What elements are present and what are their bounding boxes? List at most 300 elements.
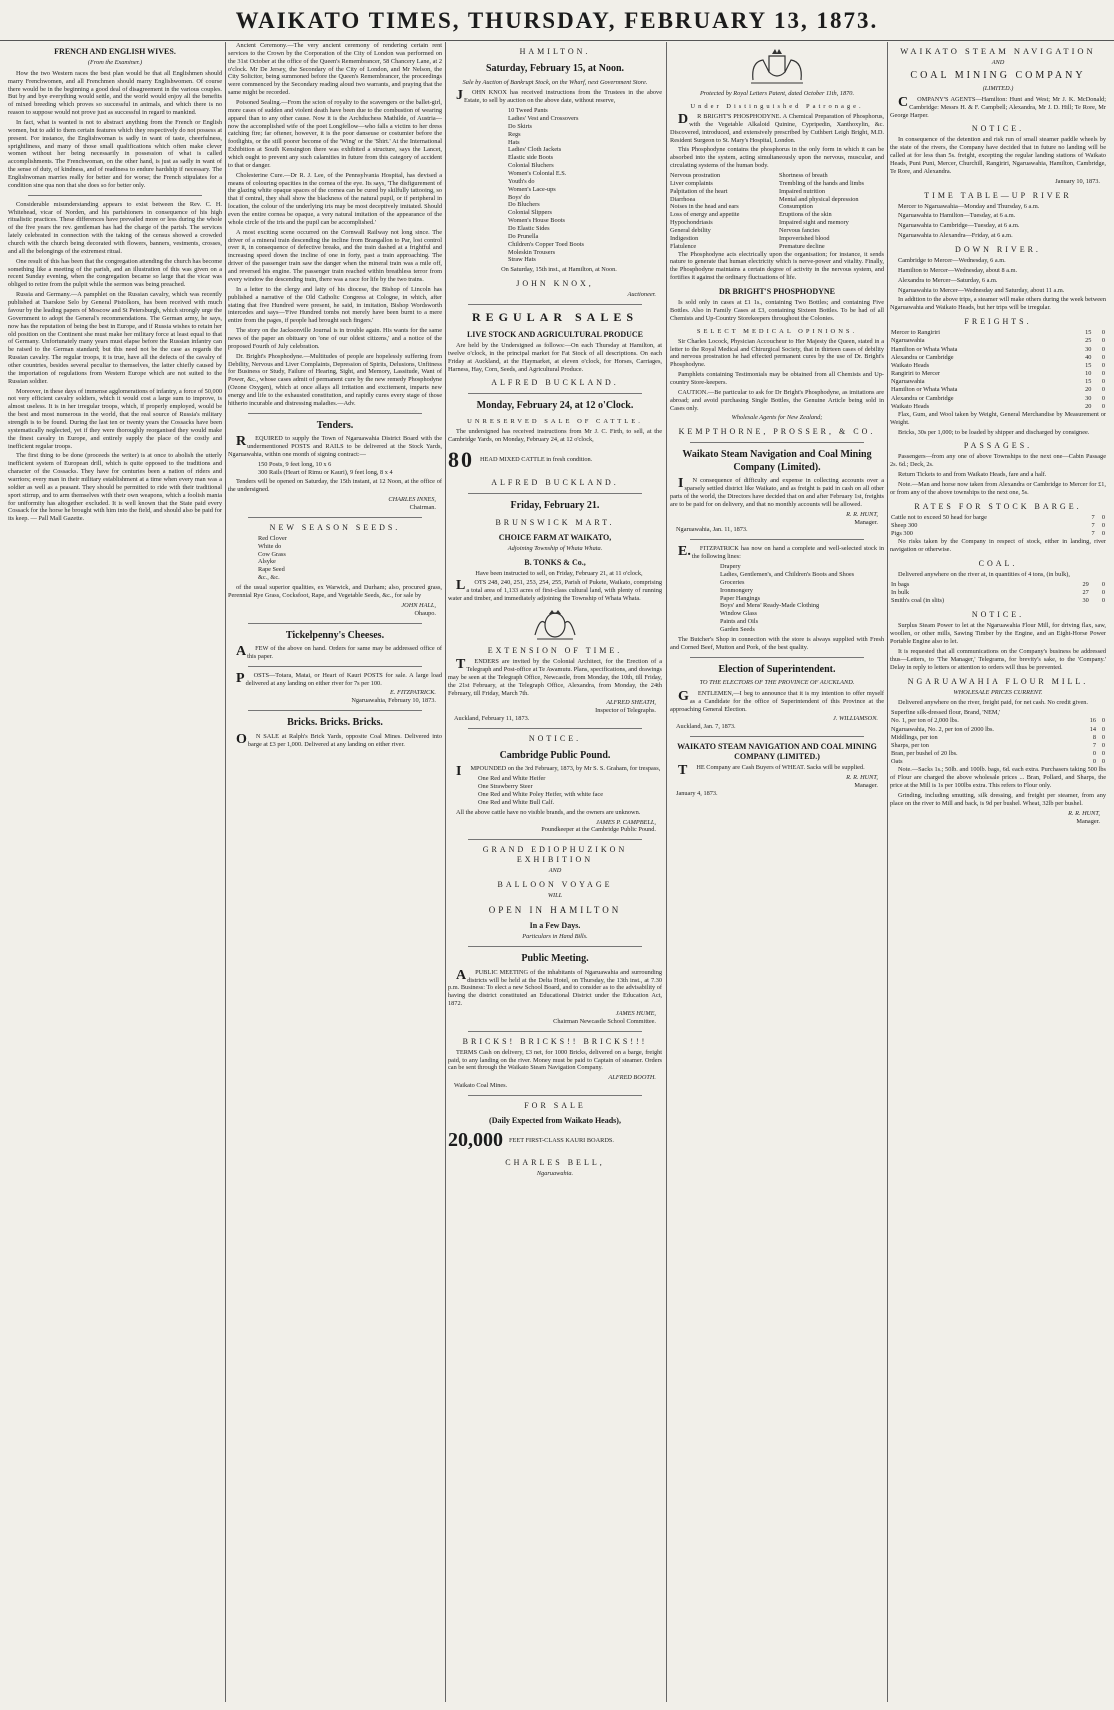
norisks-body: No risks taken by the Company in respect of stock, either in landing, river navigation or otherwise. (890, 538, 1106, 554)
extension-body: TENDERS are invited by the Colonial Architect, for the Erection of a Telegraph and Post-office at Te Awamutu. Plans, specifications, and drawings may be seen at the Telegraph Office, Newcastle, from Monday, the 10th, till Friday, the 21st February, at the Telegraph Office, Alexandra, from Monday, the 24th February, till Friday, March 7th. (448, 657, 662, 697)
table-cell-pence: 0 (1101, 329, 1105, 337)
cheeses-body: AFEW of the above on hand. Orders for same may be addressed office of this paper. (236, 644, 442, 660)
wholesale-heading: WHOLESALE PRICES CURRENT. (953, 688, 1043, 696)
tenders-heading: Tenders. (316, 419, 354, 431)
signature: CHARLES INNES, (388, 496, 436, 504)
cattle-number: 80 (448, 446, 474, 472)
exhibition-particulars: Particulars in Hand Bills. (522, 933, 588, 941)
auction-place: HAMILTON. (519, 47, 591, 56)
cattle-sale-sub: UNRESERVED SALE OF CATTLE. (467, 417, 643, 425)
list-item: Women's Lace-ups (508, 185, 556, 193)
list-item: Straw Hats (508, 256, 536, 264)
auctioneer-firm: B. TONKS & Co., (524, 557, 586, 567)
list-item: &c., &c. (258, 574, 280, 582)
divider (248, 413, 422, 414)
article-paragraph: Dr. Bright's Phosphodyne.—Multitudes of people are hopelessly suffering from Debility, Nervous and Liver Complaints, Depression of Spirits, Delusions, Unfitness for Business or Study, Failure of Hearing, Sight, and Memory, Lassitude, Want of Power, &c., whose cases admit of permanent cure by the new remedy Phosphodyne (Ozone Oxygen), which at once allays all irritation and excitement, imparts new energy and life to the exhausted constitution, and rapidly cures every stage of those hitherto incurable and distressing maladies.—Adv. (228, 352, 442, 407)
divider (248, 517, 422, 518)
regular-sales-sub: LIVE STOCK AND AGRICULTURAL PRODUCE (466, 329, 644, 339)
seller-name: CHARLES BELL, (505, 1157, 605, 1167)
auctioneer-role: Auctioneer. (627, 291, 656, 299)
agents-body: COMPANY'S AGENTS—Hamilton: Hunt and West; Mr J. K. McDonald; Cambridge: Messrs H. & F. Campbell; Alexandra, Mr J. D. Hill; Te Rore, Mr George Harper. (890, 94, 1106, 119)
farm-sub: Adjoining Township of Whata Whata. (507, 544, 603, 552)
timetable-heading: TIME TABLE—UP RIVER (924, 190, 1072, 200)
article-paragraph: Cholesterine Cure.—Dr R. J. Lee, of the Pennsylvania Hospital, has devised a means of colouring opacities in the cornea of the eye. Its says, 'The disfigurement of the glazing white opaque spaces of the cornea can be cured by skilfully tattooing, so that if central, they shall show the blackness of the natural pupil, or if peripheral in location, the colour of the underlying iris may be most deceptively imitated. Should even the entire cornea be opaque, a very natural imitation of the appearance of the whole circle of the iris and the pupil can be accomplished.' (228, 171, 442, 226)
flax-body: Flax, Gum, and Wool taken by Weight, General Merchandise by Measurement or Weight. (890, 410, 1106, 426)
list-item: Hypochondriasis (670, 219, 713, 227)
divider (468, 493, 642, 494)
table-cell-shillings: 15 (1085, 329, 1092, 337)
table-cell-shillings: 30 (1085, 345, 1092, 353)
table-cell-label: Alexandra or Cambridge (891, 353, 954, 361)
table-cell-shillings: 8 (1092, 733, 1097, 741)
table-cell-pence: 0 (1101, 733, 1105, 741)
phosphodyne-body: DR BRIGHT'S PHOSPHODYNE. A Chemical Preparation of Phosphorus, with the Vegetable Alkaloid Quinine, Cypripedin, Xanthoxylin, &c. Discovered, introduced, and extensively prescribed by Cuthbert Leigh Bright, M.D. Resident Surgeon to St. Mary's Hospital, London. (670, 111, 884, 144)
list-item: General debility (670, 227, 711, 235)
exhibition-and: AND (548, 867, 562, 875)
timetable-row: Ngaruawahia to Mercer—Wednesday and Saturday, about 11 a.m. (898, 286, 1065, 294)
divider (28, 195, 202, 196)
signature-role: Chairman. (409, 504, 436, 512)
wsn-heading: Waikato Steam Navigation and Coal Mining Company (Limited). (682, 449, 872, 473)
table-cell-pence: 0 (1101, 580, 1105, 588)
auctioneer-name: ALFRED BUCKLAND. (491, 378, 619, 388)
table-cell-pence: 0 (1101, 530, 1105, 538)
table-cell-label: Superfine silk-dressed flour, Brand, 'NEM,' (891, 709, 1001, 717)
extension-heading: EXTENSION OF TIME. (487, 646, 623, 656)
passages-body: Passengers—from any one of above Townships to the next one—Cabin Passage 2s. 6d.; Deck, 2s. (890, 453, 1106, 469)
election-sub: TO THE ELECTORS OF THE PROVINCE OF AUCKLAND. (699, 679, 855, 687)
list-item: Alsyke (258, 558, 276, 566)
table-cell-label: In bulk (891, 589, 910, 597)
notice-body: Surplus Steam Power to let at the Ngaruawahia Flour Mill, for driving flax, saw, woollen, or other mills, Sawing Timber by the Engine, and an Eight-Horse Power Portable Engine also to let. (890, 622, 1106, 646)
table-cell-shillings: 30 (1082, 597, 1089, 605)
date-line: January 10, 1873. (1055, 177, 1100, 185)
list-item: One Red and White Bull Calf. (478, 798, 555, 806)
notice-heading: NOTICE. (528, 733, 582, 743)
freight-row (890, 370, 1106, 378)
list-item: Ladies, Gentlemen's, and Children's Boots and Shoes (720, 570, 855, 578)
royal-crest-icon (532, 609, 578, 641)
agents-name: KEMPTHORNE, PROSSER, & CO. (678, 427, 876, 437)
regular-sales-body: Are held by the Undersigned as follows:—On each Thursday at Hamilton, at twelve o'clock, in the principal market for Fat Stock of all descriptions. On each Friday at Auckland, at the Haymarket, at eleven o'clock, for Horses, Carriages, Harness, Hay, Corn, Seeds, and Agricultural Produce. (448, 341, 662, 373)
bright-heading: DR BRIGHT'S PHOSPHODYNE (718, 287, 835, 297)
timetable-row: Hamilton to Mercer—Wednesday, about 8 a.m. (898, 266, 1018, 274)
table-cell-label: Hamilton or Whata Whata (891, 345, 958, 353)
down-river-heading: DOWN RIVER. (955, 245, 1041, 255)
fitzpatrick-body: E.FITZPATRICK has now on hand a complete and well-selected stock in the following lines: (678, 544, 884, 561)
bricks-body: TERMS Cash on delivery, £3 net, for 1000 Bricks, delivered on a barge, freight paid, to any landing on the river. Money must be paid to Captain of steamer. Orders can be sent through the Waikato Steam Navigation Company. (448, 1048, 662, 1072)
divider (468, 1031, 642, 1032)
table-cell-label: Ngaruawahia (891, 337, 925, 345)
freight-row (890, 354, 1106, 362)
table-cell-pence: 0 (1101, 741, 1105, 749)
freight-row (890, 395, 1106, 403)
bricks-heading: Bricks. Bricks. Bricks. (287, 717, 383, 729)
table-cell-pence: 0 (1101, 521, 1105, 529)
timetable-row: Mercer to Ngaruawahia—Monday and Thursday, 6 a.m. (898, 202, 1040, 210)
signature: JAMES P. CAMPBELL, (595, 818, 656, 826)
list-item: Diarrhoea (670, 195, 696, 203)
table-cell-label: Sharps, per ton (891, 741, 929, 749)
kauri-line (448, 1128, 662, 1153)
coal-heading: COAL. (978, 559, 1018, 568)
table-cell-label: Sheep 300 (891, 521, 918, 529)
auction-intro: JOHN KNOX has received instructions from the Trustees in the above Estate, to sell by auction on the above date, without reserve, (456, 88, 662, 105)
article-source: (From the Examiner.) (87, 59, 143, 66)
table-cell-shillings: 40 (1085, 353, 1092, 361)
signature-role: Chairman Newcastle School Committee. (553, 1017, 656, 1025)
coal-row (890, 597, 1106, 605)
stock-rates-heading: RATES FOR STOCK BARGE. (914, 501, 1082, 511)
article-paragraph: The story on the Jacksonville Journal is in trouble again. His wants for the same news of the paper an obituary on 'one of our oldest citizens,' and a notice of the proposed Fourth of July celebration. (228, 327, 442, 350)
phosphodyne-body: This Phosphodyne contains the phosphorus in the only form in which it can be absorbed into the system, acting simultaneously upon the nervous, muscular, and circulating systems of the human body. (670, 146, 884, 170)
divider (468, 728, 642, 729)
signature: ALFRED SHEATH, (606, 699, 656, 707)
auction-after: On Saturday, 15th inst., at Hamilton, at Noon. (501, 266, 617, 274)
signature: JAMES HUME, (615, 1009, 656, 1017)
divider (468, 839, 642, 840)
stock-rates-table (890, 514, 1106, 539)
list-item: Do Prunella (508, 232, 539, 240)
table-cell-shillings: 15 (1085, 361, 1092, 369)
opinions-body: Sir Charles Locock, Physician Accoucheur to Her Majesty the Queen, stated in a letter to the Royal Medical and Chirurgical Society, that in thirteen cases of debility and nervous prostration he had effected permanent cures by the use of Dr. Bright's Phosphodyne. (670, 337, 884, 369)
freights-heading: FREIGHTS. (964, 317, 1032, 327)
farm-sale-date: Friday, February 21. (510, 500, 600, 512)
table-cell-pence: 0 (1101, 717, 1105, 725)
list-item: 150 Posts, 9 feet long, 10 x 6 (258, 460, 332, 468)
signature: R. R. HUNT, (846, 510, 878, 518)
masthead-title: WAIKATO TIMES, THURSDAY, FEBRUARY 13, 1873. (235, 8, 879, 33)
request-body: It is requested that all communications on the Company's business be addressed thus—Letters, to 'The Manager,' Telegrams, for brevity's sake, to the 'Company.' Delay in reply to letters or attention to orders will thus be prevented. (890, 647, 1106, 671)
list-item: Women's Colonial E.S. (508, 169, 567, 177)
list-item: Window Glass (720, 610, 758, 618)
timetable-row: Cambridge to Mercer—Wednesday, 6 a.m. (898, 257, 1006, 265)
list-item: Ladies' Cloth Jackets (508, 146, 562, 154)
list-item: Paints and Oils (720, 618, 759, 626)
list-item: Elastic side Boots (508, 154, 554, 162)
addition-body: In addition to the above trips, a steamer will make others during the week between Ngaruawahia and Waikato Heads, but her trips will be irregular. (890, 296, 1106, 312)
cures-left (670, 172, 775, 251)
list-item: Paper Hangings (720, 594, 761, 602)
freight-row (890, 403, 1106, 411)
list-item: One Strawberry Steer (478, 783, 533, 791)
kauri-text: FEET FIRST-CLASS KAURI BOARDS. (509, 1136, 614, 1144)
list-item: Groceries (720, 578, 745, 586)
table-cell-pence: 0 (1101, 386, 1105, 394)
list-item: Drapery (720, 563, 741, 571)
posts-body: POSTS—Totara, Matai, or Heart of Kauri POSTS for sale. A large load delivered at any landing on either river for 7s per 100. (236, 670, 442, 687)
list-item: Impoverished blood (779, 234, 830, 242)
exhibition-heading: GRAND EDIOPHUZIKON EXHIBITION (482, 845, 628, 865)
seeds-body: of the usual superior qualities, ex Warwick, and Durham; also, procured grass, Perennial Rye Grass, Cocksfoot, Rape, and Vegetable Seeds, &c., for sale by (228, 584, 442, 599)
date-line: Ngaruawahia, Jan. 11, 1873. (676, 526, 748, 534)
table-cell-pence: 0 (1101, 513, 1105, 521)
phosphodyne-body: The Phosphodyne acts electrically upon the organisation; for instance, it sends nature to generate that human electricity which is nerve-power and vitality. Finally, the Phosphodyne maintains a certain degree of activity in the nervous system, and fortifies it against the ordinary fluctuations of life. (670, 250, 884, 282)
table-cell-shillings: 7 (1091, 521, 1095, 529)
tenders-closing: Tenders will be opened on Saturday, the 15th instant, at 12 Noon, at the office of the undersigned. (228, 478, 442, 494)
table-cell-label: In bags (891, 580, 910, 588)
list-item: Nervous fancies (779, 227, 820, 235)
table-cell-pence: 0 (1101, 758, 1105, 766)
delivered-body: Delivered anywhere on the river, freight paid, for net cash. No credit given. (898, 699, 1088, 707)
table-cell-pence (1097, 709, 1106, 717)
list-item: Indigestion (670, 234, 699, 242)
meeting-body: APUBLIC MEETING of the inhabitants of Ngaruawahia and surrounding districts will be held at the Delta Hotel, on Thursday, the 13th inst., at 7.30 p.m. Business: To elect a new School Board, and to consider as to the advisability of having the district constituted an Educational District under the Education Act, 1872. (448, 967, 662, 1008)
pound-heading: Cambridge Public Pound. (499, 749, 611, 761)
list-item: Boys' do (508, 193, 530, 201)
signature-role: Manager. (854, 518, 878, 526)
list-item: One Red and White Heifer (478, 775, 546, 783)
flour-row (890, 726, 1106, 734)
column-divider (445, 42, 446, 1702)
flour-row (890, 750, 1106, 758)
company-title-2: COAL MINING COMPANY (910, 70, 1086, 82)
table-cell-pence: 0 (1101, 402, 1105, 410)
signature: ALFRED BOOTH. (608, 1074, 656, 1082)
wsn2-body: THE Company are Cash Buyers of WHEAT. Sacks will be supplied. (678, 763, 865, 779)
signature-role: Inspector of Telegraphs. (595, 707, 656, 715)
list-item: 300 Rails (Heart of Rimu or Kauri), 9 feet long, 8 x 4 (258, 468, 393, 476)
list-item: 10 Tweed Pants (508, 107, 548, 115)
exhibition-open: OPEN IN HAMILTON (488, 905, 622, 916)
list-item: Shortness of breath (779, 172, 828, 179)
pamphlets-body: Pamphlets containing Testimonials may be obtained from all Chemists and Up-country Store-keepers. (670, 371, 884, 387)
list-item: Premature decline (779, 242, 825, 250)
rate-row (890, 522, 1106, 530)
exhibition-days: In a Few Days. (529, 921, 581, 931)
bricks-line: Bricks, 30s per 1,000; to be loaded by shipper and discharged by consignee. (898, 428, 1090, 436)
list-item: Liver complaints (670, 179, 713, 187)
table-cell-shillings: 0 (1092, 758, 1097, 766)
pound-body: IMPOUNDED on the 3rd February, 1873, by Mr S. S. Graham, for trespass, (456, 764, 661, 780)
list-item: Cow Grass (258, 550, 286, 558)
auctioneer-name: ALFRED BUCKLAND. (491, 478, 619, 488)
caution-body: CAUTION.—Be particular to ask for Dr Bright's Phosphodyne, as imitations are abroad; and avoid purchasing Single Bottles, the Genuine Article being sold in Cases only. (670, 388, 884, 412)
list-item: Moleskin Trousers (508, 248, 556, 256)
for-sale-sub: (Daily Expected from Waikato Heads), (489, 1115, 621, 1125)
cattle-sale-body: The undersigned has received instructions from Mr J. C. Firth, to sell, at the Cambridge Yards, on Monday, February 24, at 12 o'clock, (448, 428, 662, 443)
article-paragraph: A most exciting scene occurred on the Cornwall Railway not long since. The driver of a mineral train descending the incline from Brangallon to Par, lost control over it, in consequence of defective breaks, and the train dashed at a frightful and increasing speed down the incline of one in forty, past a train approaching. The driver of the passenger train saw the danger when the mineral train was a mile off, and reversed his engine. The passenger train reached within breathless terror from every window the descending train, there was a race for life by the two trains. (228, 228, 442, 283)
balloon-heading: BALLOON VOYAGE (497, 880, 613, 890)
company-title: WAIKATO STEAM NAVIGATION (900, 46, 1096, 56)
date-line: Auckland, Jan. 7, 1873. (676, 723, 736, 731)
signature-role: Poundkeeper at the Cambridge Public Pound. (541, 826, 656, 834)
grinding-body: Grinding, including smutting, silk dressing, and freight per steamer, from any place on the river to Mill and back, is 9d per bushel. Wheat, 32lb per bushel. (890, 792, 1106, 807)
list-item: Impaired nutrition (779, 187, 825, 195)
table-cell-label: No. 1, per ton of 2,000 lbs. (891, 717, 959, 725)
list-item: Youth's do (508, 177, 535, 185)
table-cell-shillings: 27 (1082, 589, 1089, 597)
column-divider (225, 42, 226, 1702)
table-cell-pence: 0 (1101, 725, 1105, 733)
freight-row (890, 362, 1106, 370)
divider (248, 666, 422, 667)
table-cell-shillings: 7 (1091, 513, 1095, 521)
list-item: Do Skirts (508, 122, 532, 130)
table-cell-shillings: 10 (1085, 370, 1092, 378)
list-item: Colonial Bluchers (508, 162, 554, 170)
freight-row (890, 346, 1106, 354)
table-cell-label: Waikato Heads (891, 361, 930, 369)
table-cell-shillings: 7 (1092, 741, 1097, 749)
freights-table (890, 329, 1106, 411)
flour-row (890, 742, 1106, 750)
rate-row (890, 514, 1106, 522)
royal-arms-icon (747, 48, 807, 86)
signature: E. FITZPATRICK. (389, 689, 436, 697)
article-paragraph: One result of this has been that the congregation attending the church has become something like a meeting of the parish, and an illustration of this was given on a recent Sunday evening, when the congregation became so large that the vicar was obliged to retire from the pulpit while the sermon was being preached. (8, 257, 222, 289)
coal-intro: Delivered anywhere on the river at, in quantities of 4 tons, (in bulk), (898, 571, 1070, 578)
for-sale-heading: FOR SALE (524, 1100, 586, 1110)
column-divider (666, 42, 667, 1702)
table-cell-label: Hamilton or Whata Whata (891, 386, 958, 394)
article-paragraph: Moreover, in these days of immense agglomerations of infantry, a force of 50,000 not very efficient cavalry soldiers, which it would cost a large sum to improve, is almost useless. It is in her irregular troops, which, if properly employed, would be the best and most numerous in the world, that the real source of Russia's military strength is to be found. During the last ten or twenty years the Cossacks have been systematically neglected, yet if they were thoroughly reorganised they would make the finest cavalry in Europe, and entirely supply the place of the costly and inefficient regular troops. (8, 387, 222, 450)
auction-subtitle: Sale by Auction of Bankrupt Stock, on the Wharf, next Government Store. (462, 78, 648, 86)
table-cell-label: Pigs 300 (891, 530, 913, 538)
seeds-list (258, 535, 442, 582)
article-paragraph: Poisoned Sealing.—From the scion of royalty to the scavengers or the ballet-girl, more cases of sudden and violent death have been due to the combustion of wearing apparel than to any other cause. Now it is the Archduchess Mathilde, of Austria—now the accomplished wife of the poet Longfellow—who falls a victim to her dress catching fire; far oftener, however, it is the poor danseuse or costumier before the footlights, or the still poorer become of the 'Wing' or the 'Shirt.' At the International Exhibition at South Kensington there was exhibited a structure, says the Lancet, which ought to prevent any such calamities in future from this category of accident to that or danger. (228, 99, 442, 169)
table-cell-label: Alexandra or Cambridge (891, 394, 954, 402)
bright-body: Is sold only in cases at £1 1s., containing Two Bottles; and containing Five Bottles. Also in Family Cases at £3, containing Sixteen Bottles. To be had of all Chemists and Up-Country Storekeepers throughout the Colonies. (670, 299, 884, 322)
cattle-sale-date: Monday, February 24, at 12 o'Clock. (476, 400, 634, 412)
table-cell-shillings: 14 (1089, 725, 1097, 733)
rate-row (890, 530, 1106, 538)
bricks-heading: BRICKS! BRICKS!! BRICKS!!! (462, 1036, 648, 1046)
column-3 (448, 42, 662, 1702)
table-cell-shillings: 7 (1091, 530, 1095, 538)
list-item: One Red and White Poley Heifer, with white face (478, 791, 604, 799)
column-5 (890, 42, 1106, 1702)
flour-row (890, 717, 1106, 725)
table-cell-label: Ngaruawahia (891, 378, 925, 386)
cattle-line (448, 446, 662, 474)
table-cell-shillings: 29 (1082, 580, 1089, 588)
kauri-quantity: 20,000 (448, 1128, 503, 1151)
table-cell-pence: 0 (1101, 394, 1105, 402)
column-divider (887, 42, 888, 1702)
seller-place: Ngaruawahia. (536, 1169, 574, 1177)
flour-table (890, 709, 1106, 766)
table-cell-label: Middlings, per ton (891, 733, 938, 741)
divider (248, 623, 422, 624)
notice-heading: NOTICE. (971, 124, 1025, 134)
list-item: Regs (508, 130, 521, 138)
company-and: AND (991, 58, 1005, 66)
farm-lots: LOTS 248, 240, 251, 253, 254, 255, Parish of Pukete, Waikato, comprising a total area of 1,133 acres of first-class cultural land, with plenty of running water and timber, and immediately adjoining the Township of Whata Whata. (448, 578, 662, 603)
list-item: Colonial Slippers (508, 209, 552, 217)
article-paragraph: The first thing to be done (proceeds the writer) is at once to abolish the utterly inefficient system of European drill, which is quite opposed to the traditions and character of the Cossacks. They have for centuries been a nation of riders and warriors; every man in their military establishment at a time when every man was a soldier as well as a peasant. They should be permitted to ride with their traditional sport stirrup, and to arm themselves with their own weapons, which a foolish mania for uniformity has altogether excluded. It is well known that the State paid every Cossack for the horse he brought with him into the field, and should also be paid for its keep. — Pall Mall Gazette. (8, 452, 222, 523)
cattle-text: HEAD MIXED CATTLE in fresh condition. (480, 455, 593, 463)
table-cell-label: Smith's coal (in slits) (891, 597, 945, 605)
article-paragraph: In a letter to the clergy and laity of his diocese, the Bishop of Lincoln has published a narrative of the Old Catholic Congress at Cologne, in which, after stating that five Hundred were present, he said, in imitation, Bishop Wordsworth intercedes and says—'Five Hundred tombs not merely have been burnt to a mere entire from the pages, if people had brought such fingers.' (228, 285, 442, 325)
list-item: Palpitation of the heart (670, 187, 728, 195)
notice-heading: NOTICE. (971, 610, 1025, 620)
agents-line: Wholesale Agents for New Zealand; (731, 414, 823, 422)
table-cell-label: Bran, per bushel of 20 lbs. (891, 750, 958, 758)
column-1 (8, 42, 222, 1702)
signature: R. R. HUNT, (1068, 809, 1100, 817)
divider (248, 710, 422, 711)
flour-mill-heading: NGARUAWAHIA FLOUR MILL. (907, 676, 1089, 686)
list-item: Do Bluchers (508, 201, 540, 209)
flour-row (890, 758, 1106, 766)
note-body: Note.—Sacks 1s.; 50lb. and 100lb. bags, 6d. each extra. Purchasers taking 500 lbs of Flour are charged the above wholesale prices ... Bran, Pollard, and Sharps, the price at the Mill is 1s per 100lbs extra. This refers to Flour only. (890, 766, 1106, 790)
auction-items (508, 107, 662, 264)
list-item: Rape Seed (258, 566, 285, 574)
date-line: January 4, 1873. (676, 789, 718, 797)
article-title: FRENCH AND ENGLISH WIVES. (54, 47, 176, 56)
coal-table (890, 581, 1106, 606)
regular-sales-heading: REGULAR SALES (471, 309, 639, 324)
election-heading: Election of Superintendent. (718, 663, 836, 675)
article-paragraph: Russia and Germany.—A pamphlet on the Russian cavalry, which was recently published at Tsarskoe Selo by General Pistolkors, has been received with much favour by the leading papers of Moscow and St Petersburgh, which strongly urge the Government to adopt the General's recommendations. The German army, he says, now has the reputation of being the best in Europe, and if Russia wishes to retain her old position on the Continent she must make her military force at least equal to that of Germany. Unfortunately many years must elapse before the Russian infantry can be raised to the German standard; but this need not be the case as regards the Russian cavalry. The regular troops, it is true, have all the defects of the cavalry of other countries, besides several peculiar to themselves, the latter chiefly caused by the importation of regulations from Western Europe which are not suited to the Russian soldier. (8, 291, 222, 385)
timetable-row: Ngaruawahia to Alexandra—Friday, at 6 a.m. (898, 232, 1013, 240)
wsn-body: IN consequence of difficulty and expense in collecting accounts over a sparsely settled district like Waikato, and as freight is paid in cash on all other parts of the world, the Directors have decided that on and after February 1st, freights are to be paid for on delivery, and that no monthly accounts will be allowed. (670, 476, 884, 508)
tenders-body: REQUIRED to supply the Town of Ngaruawahia District Board with the undermentioned POSTS and RAILS to be delivered at the Stock Yards, Ngaruawahia, within one month of signing contract:— (228, 434, 442, 458)
signature: J. WILLIAMSON. (833, 715, 878, 723)
divider (690, 736, 864, 737)
auction-date: Saturday, February 15, at Noon. (485, 63, 625, 74)
return-body: Return Tickets to and from Waikato Heads, fare and a half. (898, 471, 1047, 479)
table-cell-shillings: 20 (1085, 402, 1092, 410)
divider (690, 539, 864, 540)
divider (468, 946, 642, 947)
list-item: White do (258, 542, 282, 550)
pound-after: All the above cattle have no visible brands, and the owners are unknown. (456, 808, 641, 816)
election-body: GENTLEMEN,—I beg to announce that it is my intention to offer myself as a Candidate for the office of Superintendent of this Province at the approaching General Election. (670, 688, 884, 713)
table-cell-pence: 0 (1101, 337, 1105, 345)
column-4 (670, 42, 884, 1702)
signature-place: Ohaupo. (414, 609, 436, 617)
date-line: Auckland, February 11, 1873. (454, 715, 530, 723)
list-item: Children's Copper Toed Boots (508, 240, 584, 248)
butcher-body: The Butcher's Shop in connection with the store is always supplied with Fresh and Corned Beef, Mutton and Pork, of the best quality. (670, 635, 884, 651)
list-item: Hats (508, 138, 520, 146)
table-cell-shillings (1083, 709, 1097, 717)
mart-name: BRUNSWICK MART. (495, 517, 615, 527)
freight-row (890, 337, 1106, 345)
list-item: Consumption (779, 203, 813, 211)
table-cell-pence: 0 (1101, 345, 1105, 353)
signature-role: Manager. (1076, 817, 1100, 825)
timetable-row: Ngaruawahia to Cambridge—Tuesday, at 6 a.m. (898, 222, 1020, 230)
signature: R. R. HUNT, (846, 774, 878, 782)
notice-body: In consequence of the detention and risk run of small steamer paddle wheels by the state of the rivers, the Company have decided that in future no landing will be called at for less than 5s. freight, excepting the regular landing stations of Waikato Heads, Puni Puni, Mercer, Churchill, Rangiriri, Ngaruawahia, Hamilton, Cambridge, Te Rore, and Alexandra. (890, 136, 1106, 175)
company-limited: (LIMITED.) (982, 84, 1014, 92)
table-cell-pence: 0 (1101, 378, 1105, 386)
coal-row (890, 581, 1106, 589)
table-cell-pence: 0 (1101, 361, 1105, 369)
coal-row (890, 589, 1106, 597)
list-item: Trembling of the hands and limbs (779, 179, 864, 187)
freight-row (890, 329, 1106, 337)
pound-items (478, 775, 662, 806)
table-cell-label: Waikato Heads (891, 402, 930, 410)
wsn2-heading: WAIKATO STEAM NAVIGATION AND COAL MINING COMPANY (LIMITED.) (677, 742, 877, 762)
passages-heading: PASSAGES. (963, 441, 1033, 451)
meeting-heading: Public Meeting. (521, 953, 589, 965)
flour-row (890, 734, 1106, 742)
timetable-row: Alexandra to Mercer—Saturday, 6 a.m. (898, 276, 998, 284)
table-cell-label: Ngaruawahia, No. 2, per ton of 2000 lbs. (891, 725, 995, 733)
list-item: Boys' and Mens' Ready-Made Clothing (720, 602, 820, 610)
article-paragraph: In fact, what is wanted is not to abstract anything from the French or English women, but to add to them certain features which they respectively do not possess at present. For instance, the Englishwoman is sadly in want of taste, cheerfulness, sprightliness, and many of those small qualifications which often make clever women without her being necessarily in possession of what is called accomplishments. The Frenchwoman, on the other hand, is just as sadly in want of the sense of duty, of kindness, and of readiness to endure hardship if necessary. The Englishwoman marries really for better and for worse; the French stipulates for a condition sine qua non that she does so for better only. (8, 119, 222, 189)
seeds-heading: NEW SEASON SEEDS. (269, 522, 401, 532)
cures-right (779, 172, 884, 251)
table-cell-pence: 0 (1101, 353, 1105, 361)
farm-heading: CHOICE FARM AT WAIKATO, (498, 532, 612, 542)
table-cell-pence: 0 (1101, 589, 1105, 597)
